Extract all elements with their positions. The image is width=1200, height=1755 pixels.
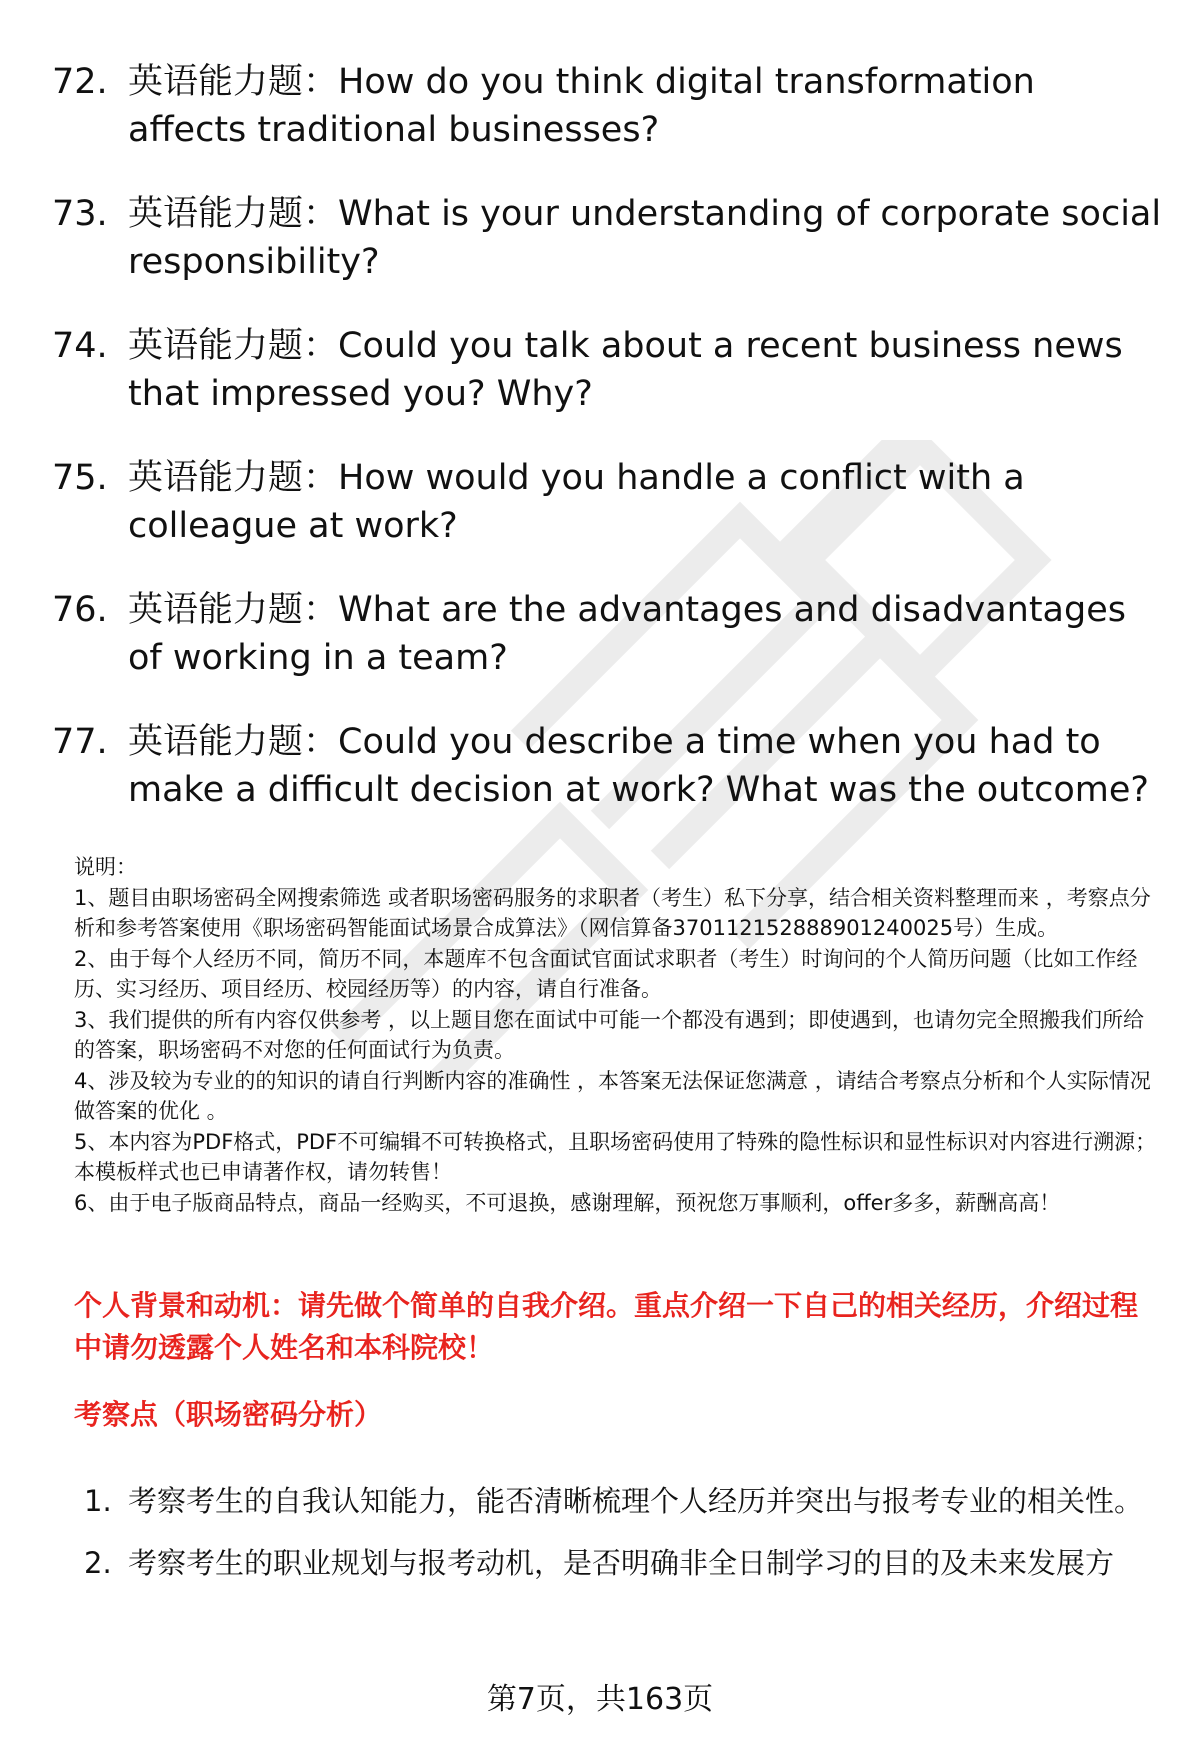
note-item: 6、由于电子版商品特点，商品一经购买，不可退换，感谢理解，预祝您万事顺利，offer多多，薪酬高高！: [74, 1190, 1061, 1215]
question-number: 73.: [52, 194, 108, 234]
question-text: 英语能力题：What is your understanding of corporate social responsibility?: [128, 194, 1162, 282]
question-text: 英语能力题：How would you handle a conflict with a colleague at work?: [128, 458, 1025, 546]
analysis-subheading: 考察点（职场密码分析）: [74, 1398, 383, 1431]
question-text: 英语能力题：What are the advantages and disadvantages of working in a team?: [128, 590, 1126, 678]
page-footer: 第7页，共163页: [486, 1682, 714, 1717]
question-number: 74.: [52, 326, 108, 366]
analysis-point: [84, 1470, 1164, 1532]
note-item: 4、涉及较为专业的的知识的请自行判断内容的准确性 ，本答案无法保证您满意 ，请结合考察点分析和个人实际情况做答案的优化 。: [74, 1068, 1151, 1123]
question-item: [52, 586, 1162, 682]
note-item: 5、本内容为PDF格式，PDF不可编辑不可转换格式，且职场密码使用了特殊的隐性标识和显性标识对内容进行溯源；本模板样式也已申请著作权，请勿转售！: [74, 1129, 1157, 1184]
question-item: [52, 190, 1162, 286]
analysis-points: [84, 1470, 1164, 1594]
section-heading: 个人背景和动机：请先做个简单的自我介绍。重点介绍一下自己的相关经历，介绍过程中请勿透露个人姓名和本科院校！: [74, 1289, 1139, 1364]
note-item: 1、题目由职场密码全网搜索筛选 或者职场密码服务的求职者（考生）私下分享，结合相关资料整理而来 ，考察点分析和参考答案使用《职场密码智能面试场景合成算法》（网信算备370112152888901240025号）生成。: [74, 885, 1151, 940]
question-item: [52, 718, 1162, 814]
question-text: 英语能力题：How do you think digital transformation affects traditional businesses?: [128, 62, 1035, 150]
question-number: 72.: [52, 62, 108, 102]
point-number: 1.: [84, 1484, 112, 1518]
notes-block: [74, 852, 1164, 1218]
question-list: [52, 58, 1162, 850]
question-text: 英语能力题：Could you describe a time when you had to make a difficult decision at work? What was the outcome?: [128, 722, 1149, 810]
question-item: [52, 454, 1162, 550]
point-number: 2.: [84, 1546, 112, 1580]
note-item: 3、我们提供的所有内容仅供参考 ，以上题目您在面试中可能一个都没有遇到；即使遇到，也请勿完全照搬我们所给的答案，职场密码不对您的任何面试行为负责。: [74, 1007, 1145, 1062]
analysis-point: [84, 1532, 1164, 1594]
question-number: 77.: [52, 722, 108, 762]
point-text: 考察考生的职业规划与报考动机，是否明确非全日制学习的目的及未来发展方: [128, 1546, 1115, 1580]
point-text: 考察考生的自我认知能力，能否清晰梳理个人经历并突出与报考专业的相关性。: [128, 1484, 1144, 1518]
question-number: 75.: [52, 458, 108, 498]
question-number: 76.: [52, 590, 108, 630]
notes-title: 说明：: [74, 855, 137, 879]
question-item: [52, 58, 1162, 154]
note-item: 2、由于每个人经历不同，简历不同，本题库不包含面试官面试求职者（考生）时询问的个人简历问题（比如工作经历、实习经历、项目经历、校园经历等）的内容，请自行准备。: [74, 946, 1138, 1001]
question-text: 英语能力题：Could you talk about a recent business news that impressed you? Why?: [128, 326, 1123, 414]
question-item: [52, 322, 1162, 418]
